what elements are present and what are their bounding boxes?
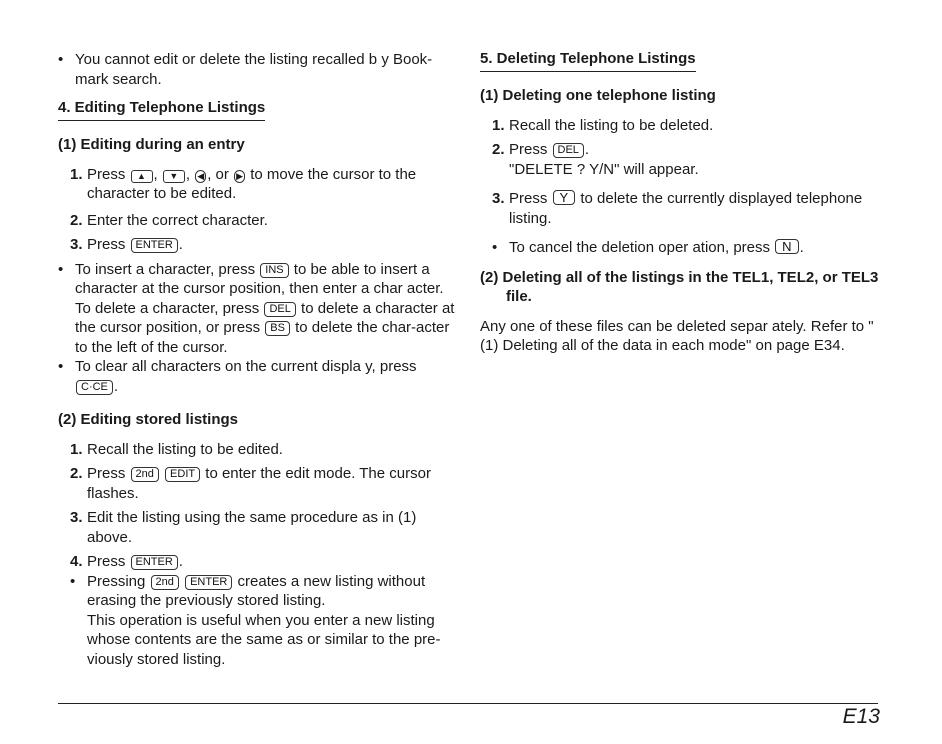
edit-entry-step-3: 3. Press ENTER . (70, 236, 183, 253)
cursor-down-key-icon: ▼ (163, 170, 185, 183)
enter-key: ENTER (131, 555, 178, 570)
cursor-left-key-icon: ◀ (195, 170, 206, 183)
subsection-editing-stored-title: (2) Editing stored listings (58, 411, 239, 428)
clear-display-note: • To clear all characters on the current displa y, press C·CE . (58, 357, 458, 396)
right-column (480, 50, 880, 356)
cursor-up-key-icon: ▲ (131, 170, 153, 183)
edit-stored-step-2: 2. Press 2nd EDIT to enter the edit mode. The cursor flashes. (70, 465, 431, 502)
delete-step-2: 2. Press DEL . "DELETE ? Y/N" will appear. (492, 141, 699, 178)
edit-entry-step-2: 2. Enter the correct character. (70, 211, 268, 229)
edit-stored-step-3: 3. Edit the listing using the same procedure as in (1) above. (70, 509, 417, 546)
delete-all-paragraph: Any one of these files can be deleted separ ately. Refer to "(1) Deleting all of the data in each mode" on page E34. (480, 317, 874, 354)
ins-key: INS (260, 263, 288, 278)
bookmark-note: • You cannot edit or delete the listing recalled b y Book-mark search. (58, 50, 458, 89)
delete-step-3: 3. Press Y to delete the currently displayed telephone listing. (492, 190, 863, 227)
del-key: DEL (264, 302, 295, 317)
insert-delete-note: • To insert a character, press INS to be able to insert a character at the cursor position, then enter a char acter. To delete a character, press DEL to delete a character at the cursor position, or press BS to delete the char-acter to the left of the cursor. (58, 260, 458, 358)
enter-key: ENTER (131, 238, 178, 253)
n-key: N (775, 239, 798, 254)
cancel-deletion-note: • To cancel the deletion oper ation, press N . (492, 238, 880, 258)
y-key: Y (553, 190, 576, 205)
section-5-title: 5. Deleting Telephone Listings (480, 50, 696, 72)
del-key: DEL (553, 143, 584, 158)
2nd-key: 2nd (131, 467, 159, 482)
edit-key: EDIT (165, 467, 200, 482)
delete-step-1: 1. Recall the listing to be deleted. (492, 116, 714, 134)
bs-key: BS (265, 321, 290, 336)
enter-key: ENTER (185, 575, 232, 590)
edit-stored-step-4: 4. Press ENTER . (70, 553, 183, 570)
2nd-key: 2nd (151, 575, 179, 590)
cursor-right-key-icon: ▶ (234, 170, 245, 183)
left-column (58, 50, 458, 669)
subsection-editing-entry-title: (1) Editing during an entry (58, 136, 245, 153)
page-number: E13 (842, 705, 880, 728)
delete-prompt-text: "DELETE ? Y/N" will appear. (509, 160, 699, 178)
subsection-delete-one-title: (1) Deleting one telephone listing (480, 87, 716, 104)
footer-rule (58, 703, 878, 704)
edit-stored-step-1: 1. Recall the listing to be edited. (70, 440, 283, 458)
edit-entry-step-1: 1. Press ▲ , ▼ , ◀ , or ▶ to move the cursor to the character to be edited. (70, 165, 417, 202)
subsection-delete-all-title: (2) Deleting all of the listings in the TEL1, TEL2, or TEL3 file. (480, 268, 879, 305)
section-4-title: 4. Editing Telephone Listings (58, 99, 265, 121)
pressing-2nd-enter-note: • Pressing 2nd ENTER creates a new listing without erasing the previously stored listing. This operation is useful when you enter a new listing whose contents are the same as or similar to the pre-viously stored listing. (70, 572, 458, 670)
c-ce-key: C·CE (76, 380, 113, 395)
